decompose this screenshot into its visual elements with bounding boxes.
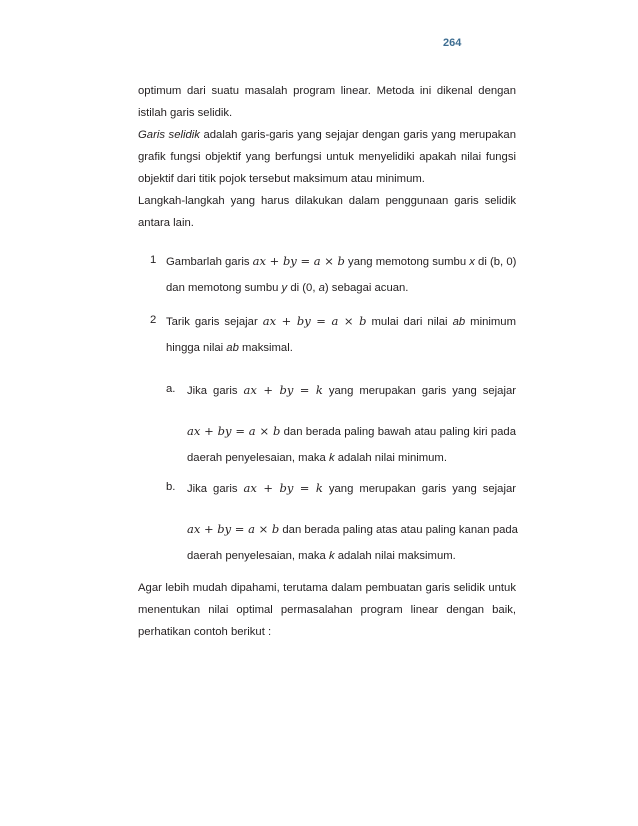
term-garis-selidik: Garis selidik [138,129,200,141]
definition-paragraph [138,124,516,190]
steps-intro-paragraph: Langkah-langkah yang harus dilakukan dalam penggunaan garis selidik antara lain. [138,195,516,229]
example-intro-paragraph: Agar lebih mudah dipahami, terutama dalam pembuatan garis selidik untuk menentukan nilai optimal permasalahan program linear dengan baik, perhatikan contoh berikut : [138,582,516,638]
step-1-line-1: Gambarlah garis ax + by = a × b yang memotong sumbu x di (b, 0) [166,254,517,268]
step-1-line-2: dan memotong sumbu y di (0, a) sebagai acuan. [166,282,409,294]
sub-step-a-label: a. [166,383,176,395]
sub-step-b-equation: ax + by = k [243,481,323,495]
sub-step-a-equation: ax + by = k [243,383,323,397]
sub-step-b-line-1: Jika garis ax + by = k yang merupakan garis yang sejajar [187,481,516,495]
sub-step-a-line-2: ax + by = a × b dan berada paling bawah atau paling kiri pada [187,424,516,438]
step-2-line-2: hingga nilai ab maksimal. [166,342,293,354]
intro-paragraph: optimum dari suatu masalah program linear. Metoda ini dikenal dengan istilah garis selidik. [138,85,516,119]
sub-step-b-line-3: daerah penyelesaian, maka k adalah nilai maksimum. [187,550,456,562]
sub-step-b-equation-2: ax + by = a × b [187,522,280,536]
step-1-equation: ax + by = a × b [252,254,345,268]
sub-step-b-line-2: ax + by = a × b dan berada paling atas atau paling kanan pada [187,522,518,536]
page-number: 264 [443,37,462,49]
sub-step-b-label: b. [166,481,176,493]
step-2-number: 2 [150,314,157,326]
sub-step-a-line-1: Jika garis ax + by = k yang merupakan garis yang sejajar [187,383,516,397]
step-1-number: 1 [150,254,157,266]
sub-step-a-line-3: daerah penyelesaian, maka k adalah nilai minimum. [187,452,447,464]
sub-step-a-equation-2: ax + by = a × b [187,424,281,438]
step-2-equation: ax + by = a × b [262,314,367,328]
definition-text: adalah garis-garis yang sejajar dengan garis yang merupakan grafik fungsi objektif yang berfungsi untuk menyelidiki apakah nilai fungsi objektif dari titik pojok tersebut maksimum atau minimum. [138,129,516,185]
step-2-line-1: Tarik garis sejajar ax + by = a × b mulai dari nilai ab minimum [166,314,517,328]
